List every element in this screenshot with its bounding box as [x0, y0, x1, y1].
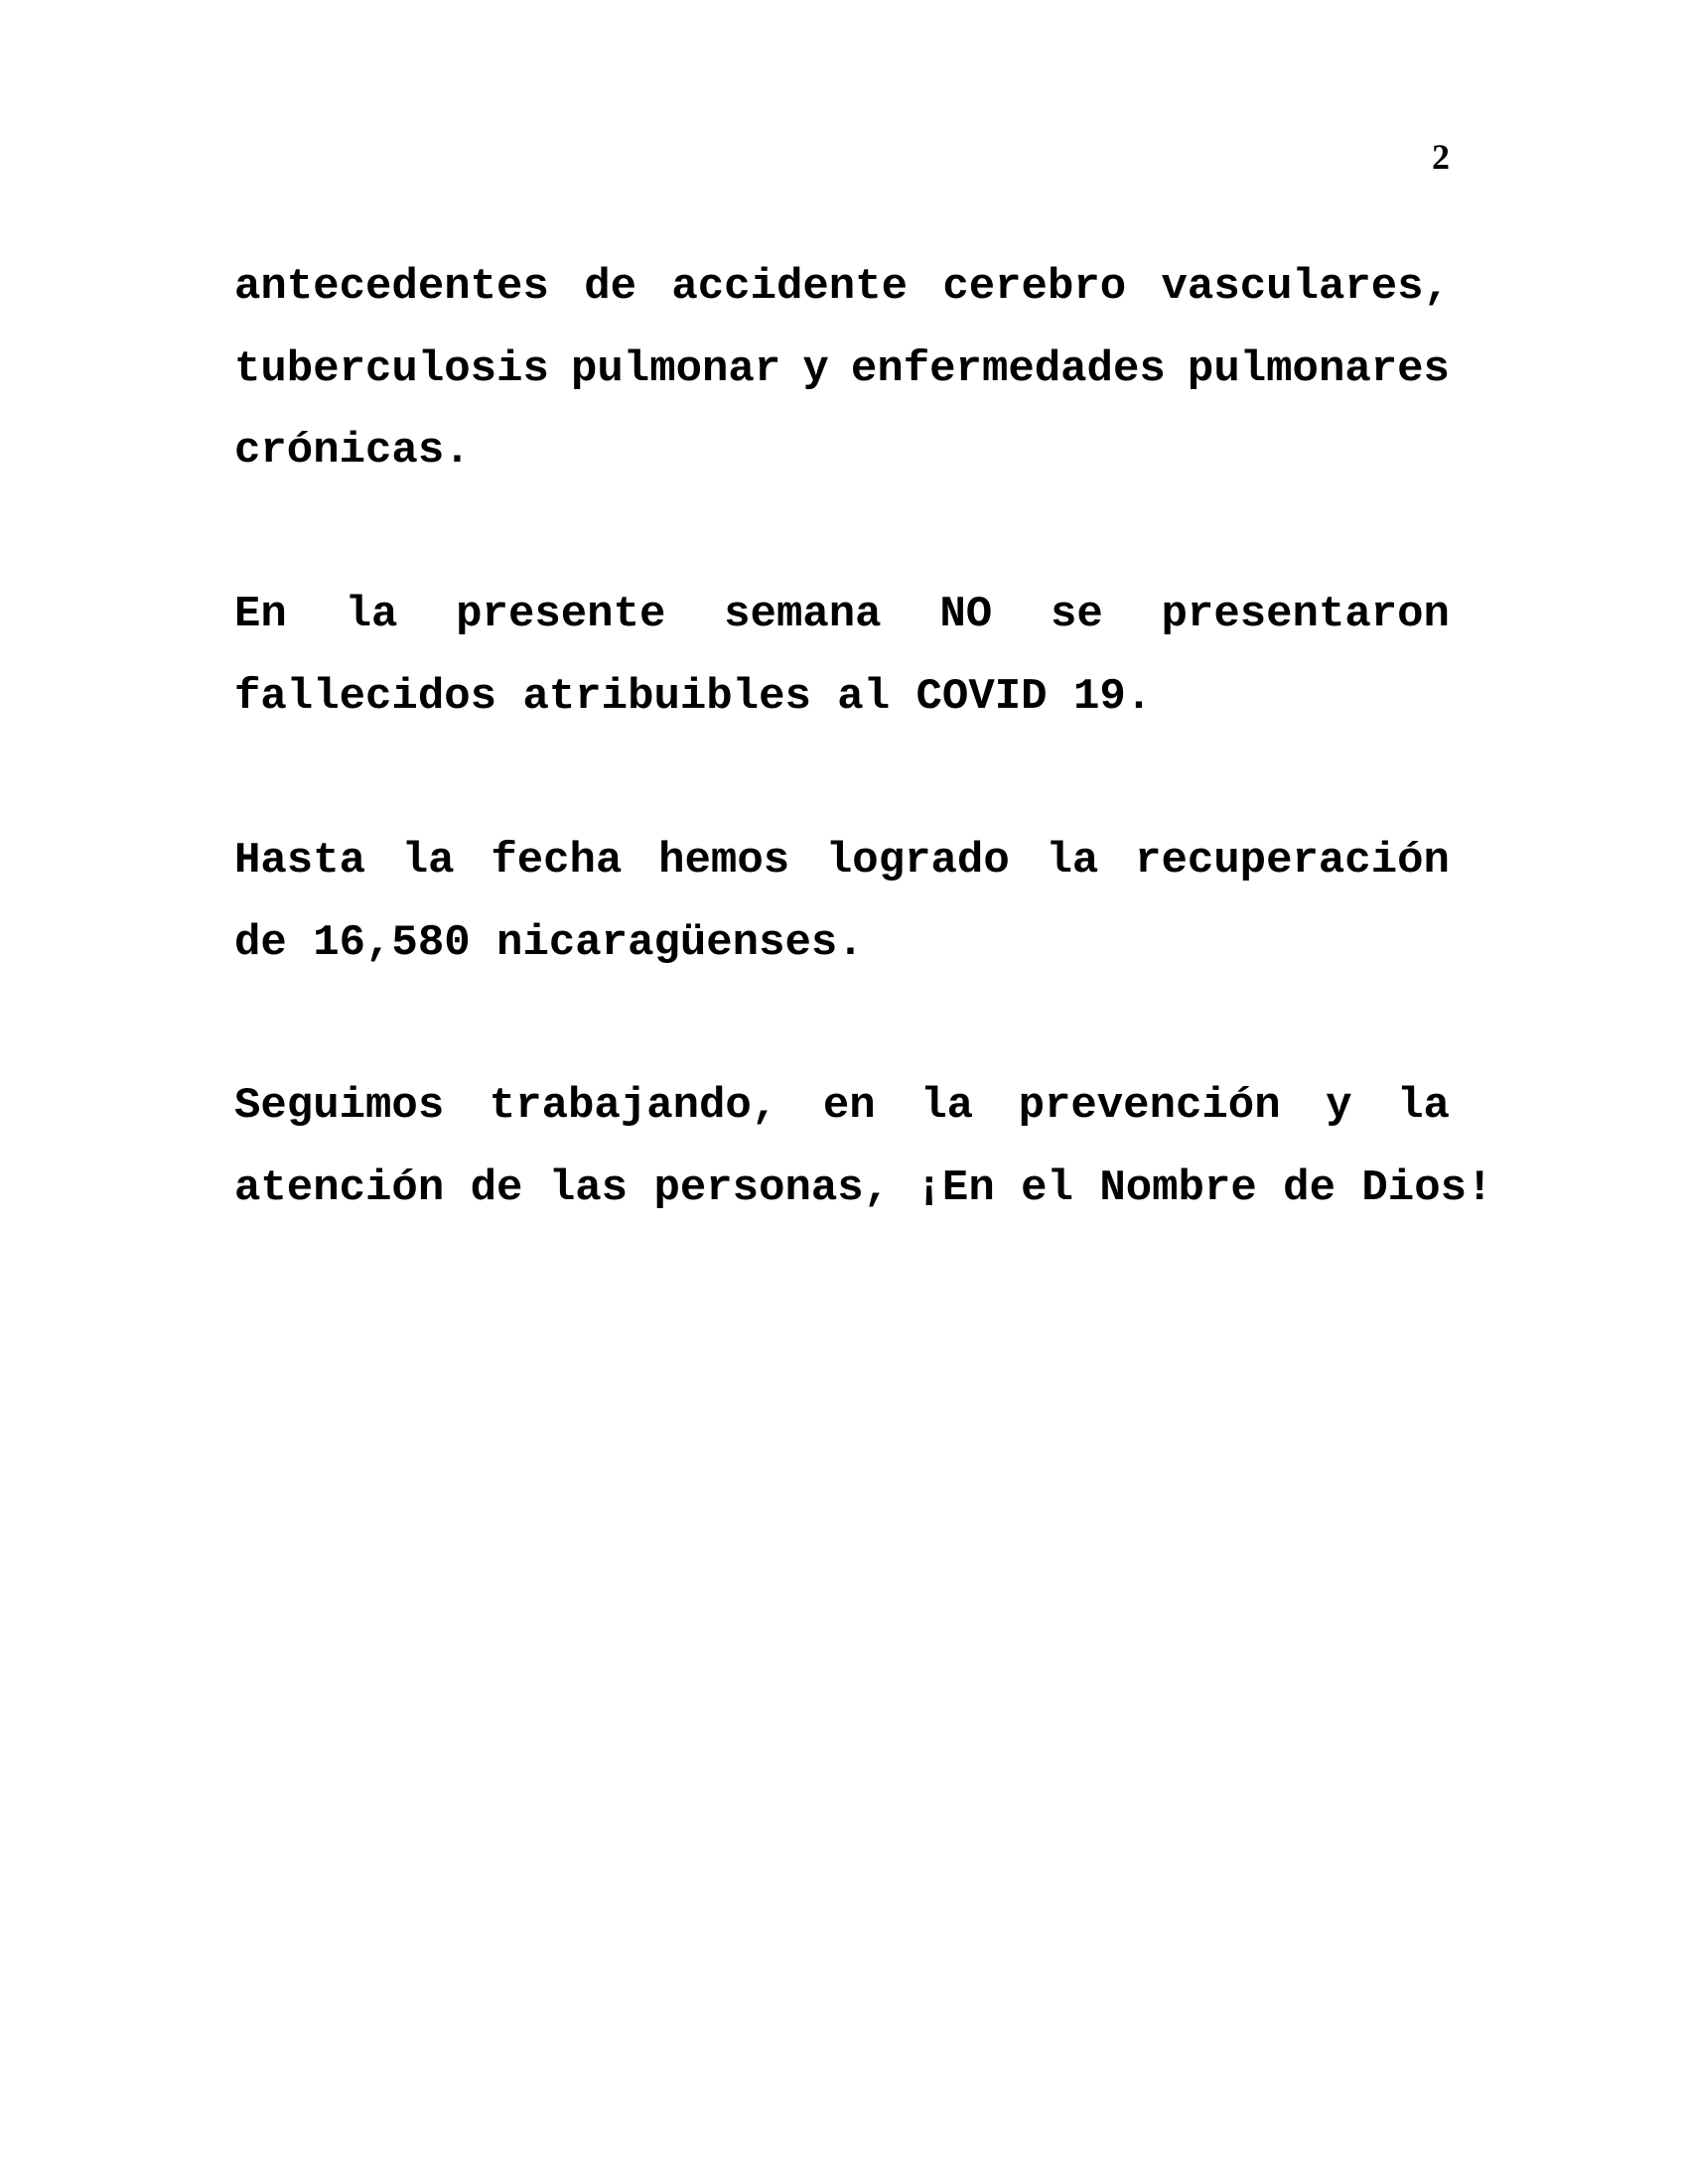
word: semana: [724, 590, 882, 639]
word: se: [1050, 590, 1103, 639]
word: la: [1046, 836, 1099, 886]
word: la: [920, 1081, 973, 1131]
paragraph-line: [234, 1065, 1450, 1148]
paragraph-line: [234, 329, 1450, 411]
word: tuberculosis: [234, 343, 549, 394]
paragraph-line: fallecidos atribuibles al COVID 19.: [234, 671, 1153, 722]
word: fecha: [491, 836, 623, 886]
word: pulmonar: [571, 343, 781, 394]
word: prevención: [1018, 1081, 1281, 1131]
word: Seguimos: [234, 1081, 445, 1131]
paragraph-line: [234, 246, 1450, 329]
word: Hasta: [234, 836, 366, 886]
word: y: [1326, 1081, 1352, 1131]
word: trabajando,: [489, 1081, 778, 1131]
word: la: [1397, 1081, 1450, 1131]
word: logrado: [825, 836, 1010, 886]
word: recuperación: [1135, 836, 1450, 886]
word: la: [401, 836, 455, 886]
word: la: [345, 590, 398, 639]
paragraph-line: atención de las personas, ¡En el Nombre de Dios!: [234, 1162, 1493, 1213]
paragraph-line: de 16,580 nicaragüenses.: [234, 917, 864, 968]
paragraph-recoveries: [234, 820, 1450, 984]
paragraph-line: [234, 820, 1450, 902]
word: presente: [456, 590, 666, 639]
word: accidente: [671, 262, 908, 312]
word: cerebro: [942, 262, 1127, 312]
paragraph-line: crónicas.: [234, 426, 471, 476]
paragraph-comorbidities: [234, 246, 1450, 492]
word: enfermedades: [850, 343, 1166, 394]
paragraph-line: [234, 574, 1450, 656]
word: antecedentes: [234, 262, 549, 312]
word: presentaron: [1161, 590, 1450, 639]
paragraph-closing: [234, 1065, 1493, 1229]
word: En: [234, 590, 287, 639]
word: y: [802, 343, 829, 394]
word: NO: [939, 590, 993, 639]
word: pulmonares: [1187, 343, 1450, 394]
page-number: 2: [1432, 137, 1450, 177]
paragraph-deaths: [234, 574, 1450, 738]
word: vasculares,: [1161, 262, 1450, 312]
word: hemos: [658, 836, 790, 886]
word: en: [822, 1081, 876, 1131]
word: de: [584, 262, 637, 312]
